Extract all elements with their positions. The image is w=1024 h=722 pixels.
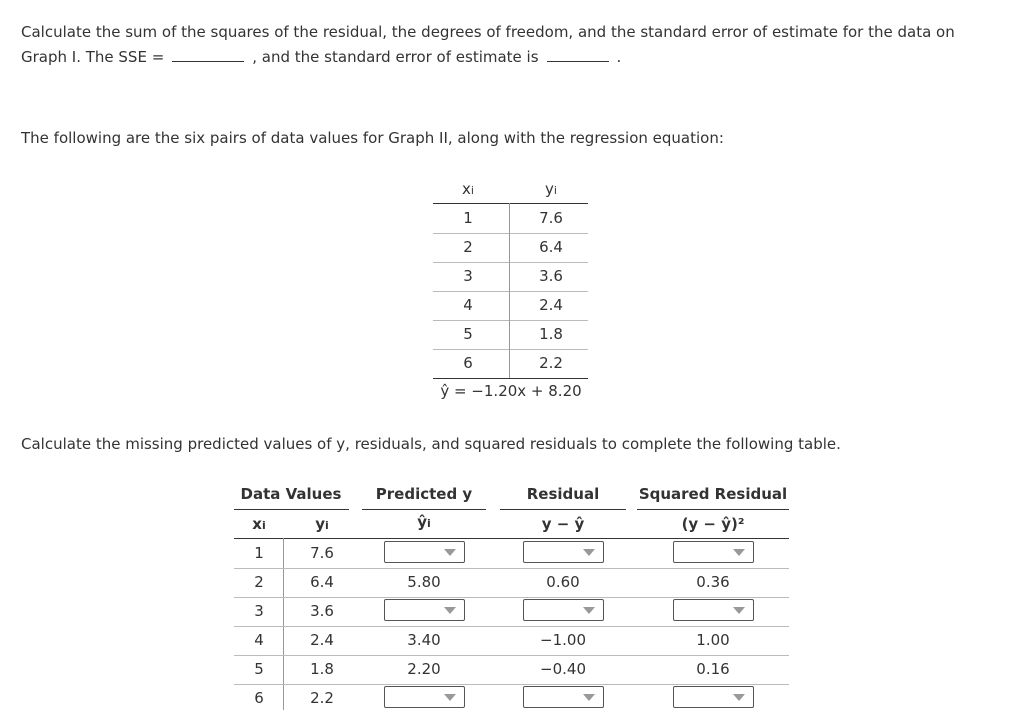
row-y-value: 6.4 — [310, 573, 334, 591]
intro-line-2 — [21, 45, 621, 70]
predicted-value: 2.20 — [407, 660, 441, 678]
residual-dropdown[interactable] — [523, 599, 604, 621]
data-y-value: 6.4 — [539, 238, 563, 256]
sub-header-x: xi — [252, 515, 266, 533]
residual-value: −1.00 — [540, 631, 586, 649]
residual-dropdown[interactable] — [523, 541, 604, 563]
row-x-value: 3 — [254, 602, 264, 620]
sub-header-squared: (y − ŷ)² — [681, 515, 745, 533]
dropdown-arrow-icon — [583, 694, 595, 701]
row-rule — [433, 349, 588, 350]
header-squared-residual: Squared Residual — [638, 485, 788, 503]
data-y-value: 2.4 — [539, 296, 563, 314]
header-rule — [433, 203, 588, 204]
intro-line-1: Calculate the sum of the squares of the residual, the degrees of freedom, and the standard error of estimate for the data on — [21, 23, 955, 41]
group-rule-squared — [637, 509, 789, 510]
row-x-value: 6 — [254, 689, 264, 707]
dropdown-arrow-icon — [733, 607, 745, 614]
row-rule — [433, 320, 588, 321]
table-row-rule — [234, 597, 789, 598]
instructions-text: Calculate the missing predicted values of y, residuals, and squared residuals to complete the following table. — [21, 435, 841, 453]
regression-equation: ŷ = −1.20x + 8.20 — [440, 382, 582, 400]
data-column-divider — [509, 203, 510, 378]
x-header: xi — [462, 180, 474, 198]
dropdown-arrow-icon — [583, 607, 595, 614]
group-rule-residual — [500, 509, 626, 510]
residual-value: −0.40 — [540, 660, 586, 678]
table-row-rule — [234, 684, 789, 685]
residual-dropdown[interactable] — [523, 686, 604, 708]
row-rule — [433, 262, 588, 263]
dropdown-arrow-icon — [444, 694, 456, 701]
sse-answer-blank[interactable] — [172, 45, 244, 62]
residual-value: 0.60 — [546, 573, 580, 591]
data-y-value: 7.6 — [539, 209, 563, 227]
squared-residual-value: 0.16 — [696, 660, 730, 678]
table-row-rule — [234, 568, 789, 569]
row-y-value: 7.6 — [310, 544, 334, 562]
sub-header-residual: y − ŷ — [541, 515, 585, 533]
data-y-value: 1.8 — [539, 325, 563, 343]
data-x-value: 3 — [463, 267, 473, 285]
group-rule-predicted — [362, 509, 486, 510]
dropdown-arrow-icon — [444, 607, 456, 614]
row-x-value: 1 — [254, 544, 264, 562]
group-rule-data — [234, 509, 349, 510]
std-error-answer-blank[interactable] — [547, 45, 609, 62]
sse-label: Graph I. The SSE = — [21, 48, 165, 66]
predicted-dropdown[interactable] — [384, 599, 465, 621]
header-predicted-y: Predicted y — [375, 485, 473, 503]
dropdown-arrow-icon — [444, 549, 456, 556]
period: . — [616, 48, 622, 66]
row-x-value: 4 — [254, 631, 264, 649]
row-x-value: 2 — [254, 573, 264, 591]
data-x-value: 4 — [463, 296, 473, 314]
data-x-value: 1 — [463, 209, 473, 227]
y-header: yi — [545, 180, 557, 198]
std-error-label: , and the standard error of estimate is — [252, 48, 539, 66]
sub-header-rule — [234, 538, 789, 539]
row-y-value: 2.4 — [310, 631, 334, 649]
predicted-value: 5.80 — [407, 573, 441, 591]
table-row-rule — [234, 655, 789, 656]
predicted-dropdown[interactable] — [384, 686, 465, 708]
header-data-values: Data Values — [240, 485, 342, 503]
sub-header-yhat: ŷi — [417, 513, 431, 531]
dropdown-arrow-icon — [733, 549, 745, 556]
data-x-value: 6 — [463, 354, 473, 372]
sub-header-y: yi — [315, 515, 329, 533]
squared-residual-dropdown[interactable] — [673, 541, 754, 563]
table-row-rule — [234, 626, 789, 627]
table-bottom-rule — [433, 378, 588, 379]
row-y-value: 1.8 — [310, 660, 334, 678]
row-y-value: 2.2 — [310, 689, 334, 707]
row-y-value: 3.6 — [310, 602, 334, 620]
squared-residual-dropdown[interactable] — [673, 599, 754, 621]
graph2-description: The following are the six pairs of data values for Graph II, along with the regression equation: — [21, 129, 724, 147]
header-residual: Residual — [526, 485, 600, 503]
dropdown-arrow-icon — [733, 694, 745, 701]
squared-residual-value: 0.36 — [696, 573, 730, 591]
row-rule — [433, 291, 588, 292]
squared-residual-dropdown[interactable] — [673, 686, 754, 708]
data-x-value: 5 — [463, 325, 473, 343]
dropdown-arrow-icon — [583, 549, 595, 556]
data-y-value: 3.6 — [539, 267, 563, 285]
predicted-dropdown[interactable] — [384, 541, 465, 563]
data-y-value: 2.2 — [539, 354, 563, 372]
row-x-value: 5 — [254, 660, 264, 678]
data-x-value: 2 — [463, 238, 473, 256]
squared-residual-value: 1.00 — [696, 631, 730, 649]
predicted-value: 3.40 — [407, 631, 441, 649]
row-rule — [433, 233, 588, 234]
